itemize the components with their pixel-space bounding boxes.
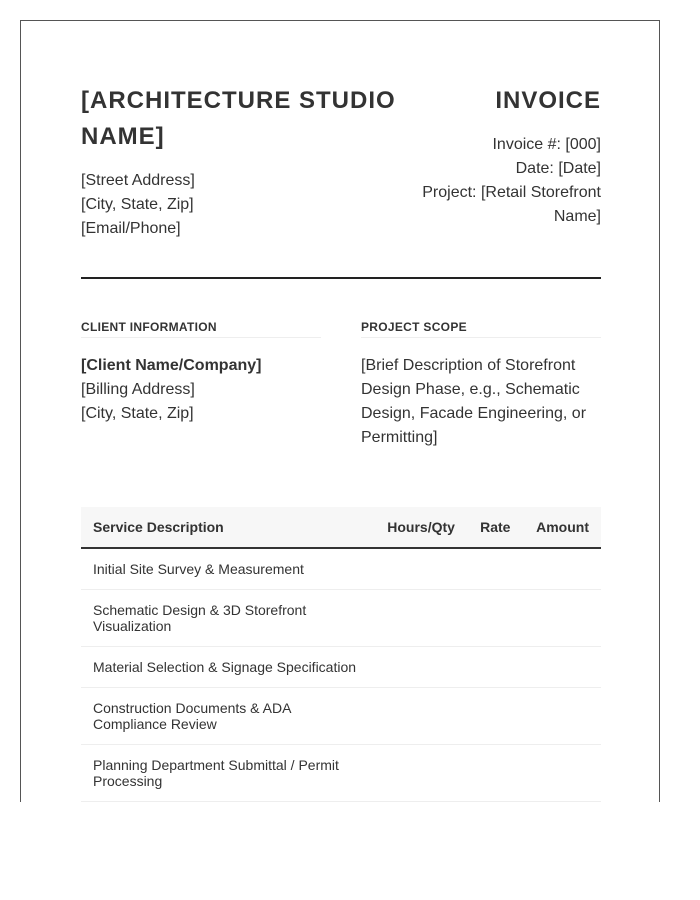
service-amount: [522, 590, 601, 647]
service-hours: [371, 647, 467, 688]
client-details: [81, 354, 321, 426]
service-amount: [522, 647, 601, 688]
table-row: [81, 590, 601, 647]
table-row: [81, 548, 601, 590]
invoice-date: Date: [Date]: [515, 160, 601, 177]
service-rate: [467, 590, 523, 647]
client-section-label: CLIENT INFORMATION: [81, 321, 321, 338]
header-amount: Amount: [522, 507, 601, 548]
service-hours: [371, 548, 467, 590]
services-header-row: [81, 507, 601, 548]
client-billing-address: [Billing Address]: [81, 381, 195, 398]
header-divider: [81, 277, 601, 279]
service-description: Material Selection & Signage Specification: [81, 647, 371, 688]
service-amount: [522, 548, 601, 590]
table-row: [81, 745, 601, 802]
services-table: [81, 507, 601, 802]
studio-name: [ARCHITECTURE STUDIO NAME]: [81, 87, 396, 150]
service-description: Planning Department Submittal / Permit Processing: [81, 745, 371, 802]
project-scope: [361, 321, 601, 450]
studio-address: [81, 169, 195, 241]
service-rate: [467, 647, 523, 688]
service-amount: [522, 745, 601, 802]
service-rate: [467, 688, 523, 745]
header-hours-qty: Hours/Qty: [371, 507, 467, 548]
service-amount: [522, 688, 601, 745]
scope-description: [Brief Description of Storefront Design Phase, e.g., Schematic Design, Facade Engineering, or Permitting]: [361, 357, 587, 446]
service-rate: [467, 745, 523, 802]
client-name: [Client Name/Company]: [81, 357, 262, 374]
studio-city: [City, State, Zip]: [81, 196, 194, 213]
service-description: Schematic Design & 3D Storefront Visualization: [81, 590, 371, 647]
studio-street: [Street Address]: [81, 172, 195, 189]
invoice-project: Project: [Retail Storefront Name]: [422, 184, 601, 225]
table-row: [81, 647, 601, 688]
service-hours: [371, 745, 467, 802]
service-hours: [371, 590, 467, 647]
service-description: Construction Documents & ADA Compliance Review: [81, 688, 371, 745]
invoice-title: INVOICE: [495, 87, 601, 114]
service-hours: [371, 688, 467, 745]
invoice-meta: [401, 133, 601, 229]
invoice-number: Invoice #: [000]: [492, 136, 601, 153]
scope-section-label: PROJECT SCOPE: [361, 321, 601, 338]
client-information: [81, 321, 321, 426]
invoice-sheet: [20, 20, 660, 802]
service-description: Initial Site Survey & Measurement: [81, 548, 371, 590]
service-rate: [467, 548, 523, 590]
client-city: [City, State, Zip]: [81, 405, 194, 422]
studio-contact: [Email/Phone]: [81, 220, 181, 237]
table-row: [81, 688, 601, 745]
header-rate: Rate: [467, 507, 523, 548]
header-service-description: Service Description: [81, 507, 371, 548]
